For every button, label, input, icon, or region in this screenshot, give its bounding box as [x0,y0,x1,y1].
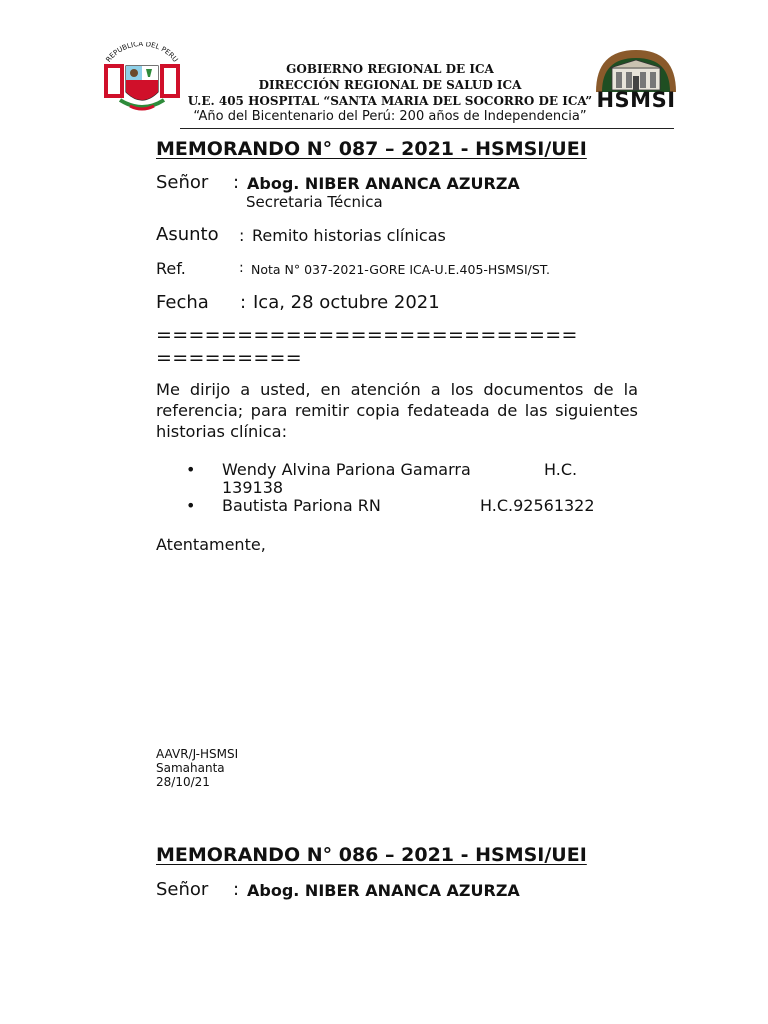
memo-title: MEMORANDO N° 086 – 2021 - HSMSI/UEI [156,844,587,866]
header-divider [180,128,674,129]
patient-hc: H.C. [544,460,578,479]
footer-initials: AAVR/J-HSMSI [156,747,239,761]
header-line-2: DIRECCIÓN REGIONAL DE SALUD ICA [258,78,522,92]
ref-value: Nota N° 037-2021-GORE ICA-U.E.405-HSMSI/ST. [251,262,550,277]
svg-text:REPUBLICA DEL PERU: REPUBLICA DEL PERU [104,42,180,64]
header-line-3: U.E. 405 HOSPITAL “SANTA MARIA DEL SOCORRO DE ICA” [187,94,593,108]
bullet-icon: • [186,460,196,479]
hsmsi-logo-text: HSMSI [596,88,676,112]
fecha-value: Ica, 28 octubre 2021 [253,292,440,313]
colon: : [239,226,245,245]
colon: : [240,292,247,313]
patient-name: Bautista Pariona RN [222,496,381,515]
senor-label: Señor [156,879,209,900]
closing: Atentamente, [156,535,266,554]
senor-value: Abog. NIBER ANANCA AZURZA [247,881,520,900]
memo-title: MEMORANDO N° 087 – 2021 - HSMSI/UEI [156,138,587,160]
asunto-label: Asunto [156,224,219,245]
patient-name: Wendy Alvina Pariona Gamarra [222,460,471,479]
memo-body: Me dirijo a usted, en atención a los documentos de la referencia; para remitir copia fedateada de las siguientes historias clínica: [156,380,638,441]
ref-label: Ref. [156,259,186,278]
patient-hc-number: 139138 [222,478,284,497]
colon: : [239,260,244,276]
colon: : [233,172,240,193]
fecha-label: Fecha [156,292,209,313]
asunto-value: Remito historias clínicas [252,226,446,245]
senor-label: Señor [156,172,209,193]
footer-typist: Samahanta [156,761,225,775]
senor-value: Abog. NIBER ANANCA AZURZA [247,174,520,193]
colon: : [233,879,240,900]
footer-date: 28/10/21 [156,775,210,789]
header-line-1: GOBIERNO REGIONAL DE ICA [286,62,494,76]
bullet-icon: • [186,496,196,515]
separator-line: ========= [156,347,302,369]
patient-hc: H.C.92561322 [480,496,595,515]
separator-line: ========================== [156,324,578,346]
header-motto: “Año del Bicentenario del Perú: 200 años de Independencia” [193,109,587,124]
senor-role: Secretaria Técnica [246,193,383,211]
